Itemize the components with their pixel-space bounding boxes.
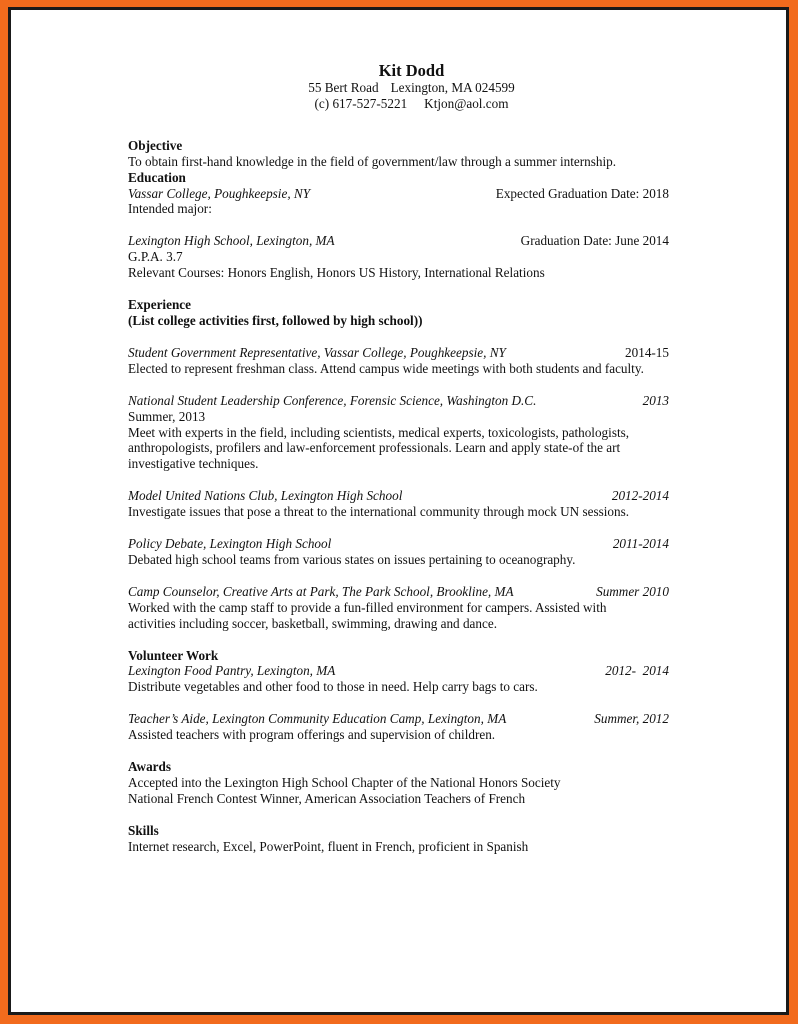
education-detail: G.P.A. 3.7 xyxy=(128,249,183,265)
experience-role: National Student Leadership Conference, Forensic Science, Washington D.C. xyxy=(128,392,537,408)
candidate-name: Kit Dodd xyxy=(378,61,445,80)
education-entry xyxy=(128,186,669,202)
skills-heading: Skills xyxy=(128,822,159,838)
volunteer-entry xyxy=(128,663,669,679)
experience-entry xyxy=(128,488,669,504)
education-institution: Vassar College, Poughkeepsie, NY xyxy=(128,185,311,201)
experience-entry xyxy=(128,345,669,361)
volunteer-role: Lexington Food Pantry, Lexington, MA xyxy=(128,663,336,679)
resume-page xyxy=(8,7,789,1015)
volunteer-date: Summer, 2012 xyxy=(594,711,669,727)
objective-heading: Objective xyxy=(128,137,183,153)
education-date: Expected Graduation Date: 2018 xyxy=(495,185,669,201)
education-entry xyxy=(128,233,669,249)
education-heading: Education xyxy=(128,169,186,185)
experience-entry xyxy=(128,536,669,552)
contact-line xyxy=(154,96,669,112)
experience-description: Meet with experts in the field, including scientists, medical experts, toxicologists, pathologists, xyxy=(128,424,630,440)
experience-date: 2011-2014 xyxy=(612,536,669,552)
experience-role: Student Government Representative, Vassar College, Poughkeepsie, NY xyxy=(128,344,506,360)
education-detail: Intended major: xyxy=(128,201,212,217)
award-item: Accepted into the Lexington High School Chapter of the National Honors Society xyxy=(128,775,561,790)
address-street: 55 Bert Road xyxy=(308,80,379,95)
skills-text: Internet research, Excel, PowerPoint, fluent in French, proficient in Spanish xyxy=(128,838,529,854)
experience-description: activities including soccer, basketball, swimming, drawing and dance. xyxy=(128,615,497,631)
education-detail: Relevant Courses: Honors English, Honors US History, International Relations xyxy=(128,265,545,281)
resume-content xyxy=(128,61,669,855)
experience-role: Model United Nations Club, Lexington High School xyxy=(128,488,403,504)
experience-entry xyxy=(128,584,669,600)
experience-date: 2014-15 xyxy=(625,344,669,360)
volunteer-description: Assisted teachers with program offerings and supervision of children. xyxy=(128,727,496,743)
education-date: Graduation Date: June 2014 xyxy=(520,233,669,249)
objective-text: To obtain first-hand knowledge in the field of government/law through a summer internship. xyxy=(128,153,617,169)
experience-heading: Experience xyxy=(128,297,191,313)
experience-description: investigative techniques. xyxy=(128,456,259,472)
volunteer-entry xyxy=(128,711,669,727)
volunteer-role: Teacher’s Aide, Lexington Community Education Camp, Lexington, MA xyxy=(128,711,507,727)
experience-date: Summer 2010 xyxy=(596,583,669,599)
volunteer-heading: Volunteer Work xyxy=(128,647,219,663)
volunteer-date: 2012- 2014 xyxy=(605,663,669,679)
experience-role: Policy Debate, Lexington High School xyxy=(128,536,332,552)
experience-description: Debated high school teams from various states on issues pertaining to oceanography. xyxy=(128,551,576,567)
address-line xyxy=(154,80,669,96)
awards-heading: Awards xyxy=(128,759,171,775)
phone-number: (c) 617-527-5221 xyxy=(314,95,408,111)
experience-role: Camp Counselor, Creative Arts at Park, The Park School, Brookline, MA xyxy=(128,583,514,599)
email-address: Ktjon@aol.com xyxy=(424,95,509,111)
award-item: National French Contest Winner, American Association Teachers of French xyxy=(128,790,526,806)
education-institution: Lexington High School, Lexington, MA xyxy=(128,233,335,249)
address-city: Lexington, MA 024599 xyxy=(390,80,515,95)
experience-date: 2013 xyxy=(642,392,669,408)
experience-description: Summer, 2013 xyxy=(128,408,206,424)
experience-subheading: (List college activities first, followed by high school)) xyxy=(128,312,423,328)
volunteer-description: Distribute vegetables and other food to those in need. Help carry bags to cars. xyxy=(128,679,538,695)
experience-description: Worked with the camp staff to provide a fun-filled environment for campers. Assisted with xyxy=(128,599,607,615)
experience-description: Investigate issues that pose a threat to the international community through mock UN sessions. xyxy=(128,504,630,520)
experience-description: anthropologists, profilers and law-enforcement professionals. Learn and apply state-of the art xyxy=(128,440,621,456)
experience-date: 2012-2014 xyxy=(611,488,669,504)
experience-entry xyxy=(128,393,669,409)
resume-header xyxy=(154,61,669,112)
experience-description: Elected to represent freshman class. Attend campus wide meetings with both students and faculty. xyxy=(128,360,644,376)
